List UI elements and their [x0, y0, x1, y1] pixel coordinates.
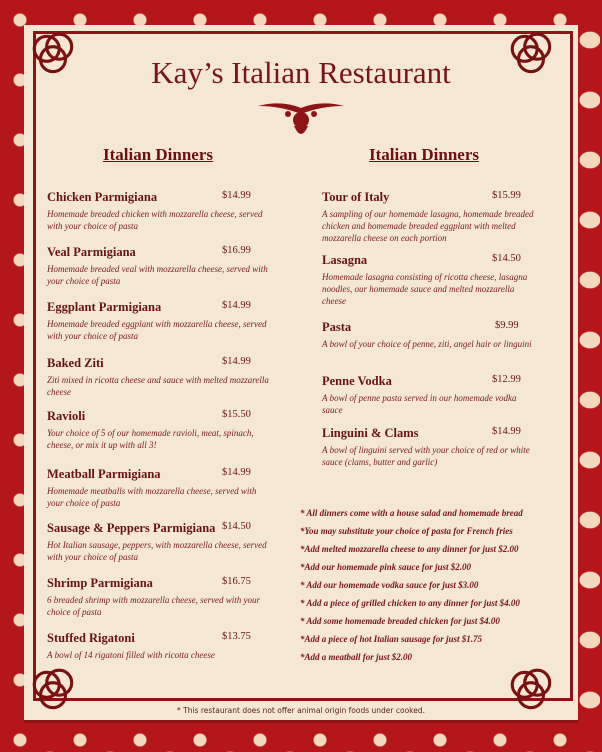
item-name: Meatball Parmigiana: [47, 467, 161, 481]
item-name: Pasta: [322, 320, 352, 334]
item-name: Penne Vodka: [322, 374, 392, 388]
menu-item: [47, 245, 272, 287]
note: * All dinners come with a house salad and homemade bread: [300, 508, 523, 518]
item-description: Ziti mixed in ricotta cheese and sauce with melted mozzarella cheese: [47, 375, 269, 397]
menu-item: [47, 467, 272, 509]
note: * Add our homemade vodka sauce for just $3.00: [300, 580, 479, 590]
note: *Add a piece of hot Italian sausage for just $1.75: [300, 634, 483, 644]
item-description: Homemade breaded eggplant with mozzarella cheese, served with your choice of pasta: [47, 319, 267, 341]
menu-item: [47, 356, 272, 398]
item-price: $16.99: [222, 245, 251, 256]
item-price: $14.99: [222, 356, 251, 367]
item-price: $15.50: [222, 409, 251, 420]
item-description: Homemade lasagna consisting of ricotta cheese, lasagna noodles, our homemade sauce and melted mozzarella cheese: [322, 272, 528, 306]
item-name: Lasagna: [322, 253, 368, 267]
note: *Add a meatball for just $2.00: [300, 652, 413, 662]
item-description: Homemade breaded chicken with mozzarella cheese, served with your choice of pasta: [47, 209, 263, 231]
restaurant-title: Kay’s Italian Restaurant: [151, 55, 451, 90]
flourish-ornament-icon: [256, 98, 346, 142]
menu-item: [47, 190, 272, 232]
item-price: $13.75: [222, 631, 251, 642]
item-price: $14.50: [222, 521, 251, 532]
menu-item: [47, 521, 272, 563]
item-name: Veal Parmigiana: [47, 245, 136, 259]
item-name: Shrimp Parmigiana: [47, 576, 153, 590]
menu-item: [322, 190, 537, 244]
item-name: Stuffed Rigatoni: [47, 631, 135, 645]
item-description: 6 breaded shrimp with mozzarella cheese, served with your choice of pasta: [47, 595, 261, 617]
item-price: $14.99: [222, 190, 251, 201]
item-description: A sampling of our homemade lasagna, homemade breaded chicken and homemade breaded eggplant with melted mozzarella cheese on each portion: [322, 209, 534, 243]
menu-item: [322, 374, 537, 416]
item-price: $16.75: [222, 576, 251, 587]
menu-item: [322, 426, 537, 468]
left-section-heading: Italian Dinners: [102, 145, 214, 164]
note: *Add our homemade pink sauce for just $2.00: [300, 562, 472, 572]
menu-item: [322, 320, 537, 350]
item-description: Hot Italian sausage, peppers, with mozzarella cheese, served with your choice of pasta: [47, 540, 267, 562]
item-name: Sausage & Peppers Parmigiana: [47, 521, 216, 535]
note: * Add some homemade breaded chicken for just $4.00: [300, 616, 500, 626]
item-description: Homemade breaded veal with mozzarella cheese, served with your choice of pasta: [47, 264, 268, 286]
item-price: $14.99: [492, 426, 521, 437]
menu-item: [322, 253, 537, 307]
note: *You may substitute your choice of pasta for French fries: [300, 526, 513, 536]
footer-disclaimer: * This restaurant does not offer animal origin foods under cooked.: [177, 706, 425, 715]
note: *Add melted mozzarella cheese to any dinner for just $2.00: [300, 544, 519, 554]
menu-item: [47, 300, 272, 342]
item-name: Baked Ziti: [47, 356, 104, 370]
item-description: A bowl of penne pasta served in our homemade vodka sauce: [322, 393, 517, 415]
menu-item: [47, 409, 272, 451]
item-name: Linguini & Clams: [322, 426, 419, 440]
item-name: Tour of Italy: [322, 190, 390, 204]
item-price: $14.50: [492, 253, 521, 264]
item-description: Homemade meatballs with mozzarella cheese, served with your choice of pasta: [47, 486, 257, 508]
item-description: A bowl of your choice of penne, ziti, angel hair or linguini: [322, 339, 532, 349]
item-price: $9.99: [495, 320, 519, 331]
note: * Add a piece of grilled chicken to any dinner for just $4.00: [300, 598, 520, 608]
item-name: Chicken Parmigiana: [47, 190, 158, 204]
item-description: A bowl of linguini served with your choice of red or white sauce (clams, butter and garlic): [322, 445, 530, 467]
item-price: $14.99: [222, 467, 251, 478]
frame-divider: [24, 720, 578, 723]
menu-item: [47, 576, 272, 618]
item-price: $14.99: [222, 300, 251, 311]
item-name: Ravioli: [47, 409, 86, 423]
item-description: Your choice of 5 of our homemade ravioli, meat, spinach, cheese, or mix it up with all 3!: [47, 428, 254, 450]
item-description: A bowl of 14 rigatoni filled with ricotta cheese: [47, 650, 215, 660]
menu-item: [47, 631, 272, 661]
right-section-heading: Italian Dinners: [368, 145, 480, 164]
item-price: $12.99: [492, 374, 521, 385]
item-price: $15.99: [492, 190, 521, 201]
item-name: Eggplant Parmigiana: [47, 300, 162, 314]
